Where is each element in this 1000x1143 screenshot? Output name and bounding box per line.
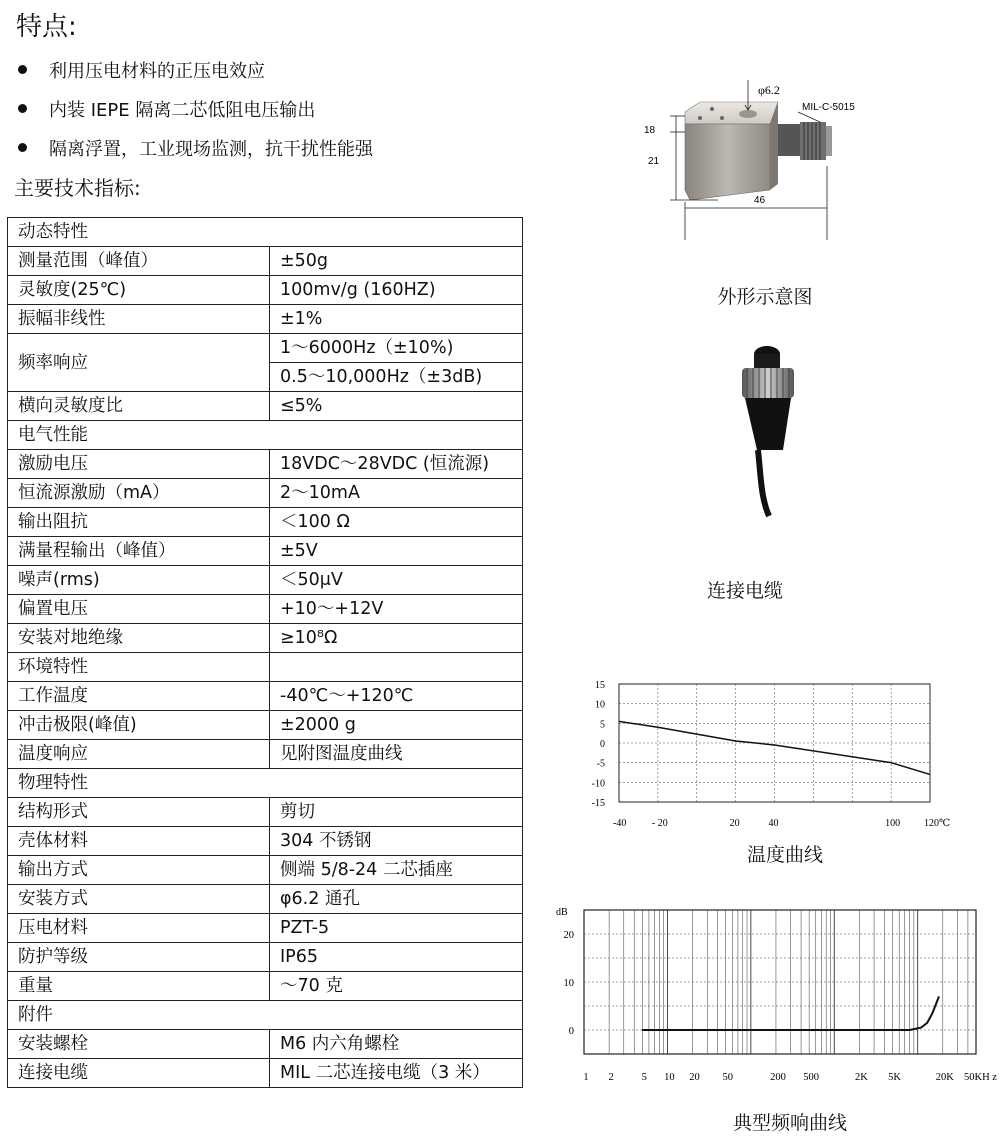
dim-hole-label: φ6.2 xyxy=(758,83,780,97)
x-tick-label: 20 xyxy=(729,818,740,829)
section-row: 动态特性 xyxy=(8,218,523,247)
cable-caption: 连接电缆 xyxy=(706,580,783,602)
table-row: 安装方式 φ6.2 通孔 xyxy=(8,885,523,914)
table-row: 连接电缆 MIL 二芯连接电缆（3 米） xyxy=(8,1059,523,1088)
x-tick-label: 5K xyxy=(888,1072,901,1083)
y-tick-label: 5 xyxy=(600,719,605,731)
dim-connector-label: MIL-C-5015 xyxy=(802,102,855,113)
table-row: 安装螺栓 M6 内六角螺栓 xyxy=(8,1030,523,1059)
x-tick-label: 500 xyxy=(803,1072,820,1083)
y-tick-label: 10 xyxy=(563,978,574,989)
table-row: 频率响应 1～6000Hz（±10%) xyxy=(8,334,523,363)
x-tick-label: 120℃ xyxy=(924,818,951,829)
table-row: 激励电压 18VDC～28VDC (恒流源) xyxy=(8,450,523,479)
y-tick-label: -10 xyxy=(591,778,605,790)
dim-width-label: 46 xyxy=(754,195,766,206)
table-row: 恒流源激励（mA） 2～10mA xyxy=(8,479,523,508)
table-row: 压电材料 PZT-5 xyxy=(8,914,523,943)
sensor-body xyxy=(685,102,778,200)
table-row: 输出方式 侧端 5/8-24 二芯插座 xyxy=(8,856,523,885)
list-item: 利用压电材料的正压电效应 xyxy=(18,50,373,89)
x-tick-label: 2 xyxy=(608,1072,614,1083)
x-tick-label: 40 xyxy=(768,818,779,829)
x-tick-label: 50 xyxy=(722,1072,733,1083)
y-axis-label: dB xyxy=(556,907,568,918)
list-item: 内装 IEPE 隔离二芯低阻电压输出 xyxy=(18,89,373,128)
x-tick-label: 10 xyxy=(664,1072,675,1083)
bullet-icon xyxy=(18,65,27,74)
section-row: 电气性能 xyxy=(8,421,523,450)
frequency-caption: 典型频响曲线 xyxy=(732,1112,847,1134)
table-row: 输出阻抗 ＜100 Ω xyxy=(8,508,523,537)
spec-table xyxy=(7,217,523,1088)
table-row: 温度响应 见附图温度曲线 xyxy=(8,740,523,769)
table-row: 满量程输出（峰值） ±5V xyxy=(8,537,523,566)
table-row: 灵敏度(25℃) 100mv/g (160HZ) xyxy=(8,276,523,305)
table-row: 工作温度 -40℃～+120℃ xyxy=(8,682,523,711)
table-row: 防护等级 IP65 xyxy=(8,943,523,972)
bullet-icon xyxy=(18,143,27,152)
dim-height-label: 21 xyxy=(648,156,660,167)
x-tick-label: 5 xyxy=(641,1072,647,1083)
table-row: 横向灵敏度比 ≤5% xyxy=(8,392,523,421)
section-row: 物理特性 xyxy=(8,769,523,798)
table-row: 重量 ～70 克 xyxy=(8,972,523,1001)
frequency-chart xyxy=(548,900,1000,1090)
outline-caption: 外形示意图 xyxy=(717,286,813,308)
y-tick-label: 15 xyxy=(595,680,605,691)
bullet-icon xyxy=(18,104,27,113)
table-row: 振幅非线性 ±1% xyxy=(8,305,523,334)
table-row: 安装对地绝缘 ≥10⁸Ω xyxy=(8,624,523,653)
section-row: 附件 xyxy=(8,1001,523,1030)
section-row: 环境特性 xyxy=(8,653,523,682)
x-tick-label: 200 xyxy=(770,1072,786,1083)
x-tick-label: 20K xyxy=(935,1072,954,1083)
y-tick-label: 20 xyxy=(563,930,574,941)
x-tick-label: 2K xyxy=(854,1072,868,1083)
specs-title: 主要技术指标: xyxy=(14,176,141,200)
y-tick-label: -5 xyxy=(596,758,605,770)
features-title: 特点: xyxy=(16,12,77,42)
outline-drawing xyxy=(630,72,870,242)
dim-top-label: 18 xyxy=(644,125,656,136)
table-row: 噪声(rms) ＜50μV xyxy=(8,566,523,595)
x-tick-label: 20 xyxy=(689,1072,700,1083)
table-row: 冲击极限(峰值) ±2000 g xyxy=(8,711,523,740)
connector xyxy=(778,122,832,160)
x-tick-label: 50KH z xyxy=(964,1072,997,1083)
x-tick-label: - 20 xyxy=(651,818,668,829)
table-row: 壳体材料 304 不锈钢 xyxy=(8,827,523,856)
features-list xyxy=(18,50,373,167)
table-row: 测量范围（峰值） ±50g xyxy=(8,247,523,276)
x-tick-label: 1 xyxy=(583,1072,589,1083)
table-row: 偏置电压 +10～+12V xyxy=(8,595,523,624)
x-tick-label: -40 xyxy=(613,818,627,829)
table-row: 0.5～10,000Hz（±3dB) xyxy=(8,363,523,392)
x-tick-label: 100 xyxy=(885,818,901,829)
y-tick-label: 0 xyxy=(568,1026,574,1037)
list-item: 隔离浮置，工业现场监测，抗干扰性能强 xyxy=(18,128,373,167)
table-row: 结构形式 剪切 xyxy=(8,798,523,827)
y-tick-label: -15 xyxy=(591,798,605,809)
y-tick-label: 0 xyxy=(600,739,605,750)
cable-image xyxy=(725,338,815,518)
temperature-chart xyxy=(585,672,951,832)
temperature-caption: 温度曲线 xyxy=(746,844,823,866)
y-tick-label: 10 xyxy=(595,699,605,711)
